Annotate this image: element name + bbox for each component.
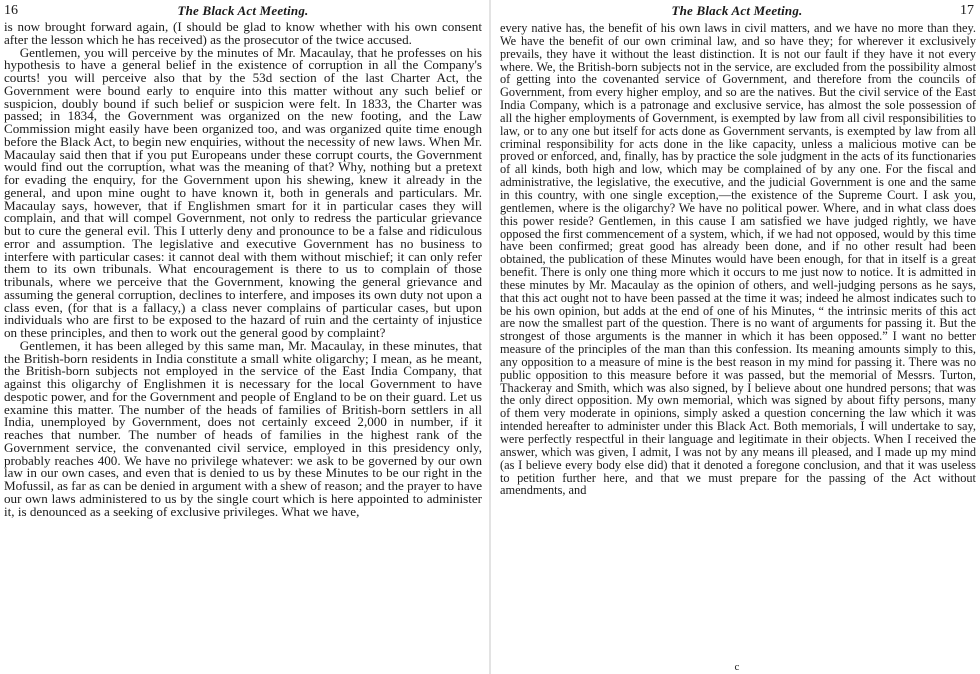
- running-head-right: [498, 3, 976, 21]
- page-number-right: 17: [960, 3, 974, 18]
- paragraph: Gentlemen, it has been alleged by this same man, Mr. Macaulay, in these minutes, that the British-born residents in India constitute a small white oligarchy; I mean, as he meant, the British-born subjects not employed in the service of the East India Company, that against this oligarchy of Englishmen it is necessary for the local Government to have despotic power, and for the Government and people of England to be on their guard. Let us examine this matter. The number of the heads of families of British-born settlers in all India, unemployed by Government, does not certainly exceed 2,000 in number, if it reaches that number. The number of heads of families in the highest rank of the Government service, the convenanted civil service, employed in this presidency only, probably reaches 400. We have no privilege whatever: we ask to be governed by our own law in our own cases, and even that is denied to us by these Minutes to be our right in the Mofussil, as far as can be denied in argument with a shew of reason; and the prayer to have our own laws administered to us by the single court which is here appointed to administer it, is denounced as a seeking of exclusive privileges. What we have,: [4, 337, 482, 519]
- gutter-divider: [489, 0, 491, 674]
- left-page-text: [4, 21, 482, 518]
- left-page: [0, 0, 486, 674]
- signature-mark: c: [734, 661, 740, 673]
- page-number-left: 16: [4, 3, 18, 18]
- running-title-left: The Black Act Meeting.: [177, 3, 309, 18]
- paragraph: every native has, the benefit of his own laws in civil matters, and we have no more than they. We have the benefit of our own criminal law, and so have they; for wherever it exclusively prevails, they have it without the least distinction. It is not our fault if they have it not every where. We, the British-born subjects not in the service, are excluded from the possibility almost of getting into the covenanted service of Government, and therefore from the councils of Government, from every higher employ, and so are the natives. But the civil service of the East India Company, which is a patronage and exclusive service, has almost the sole possession of all the higher employments of Government, is exempted by law from all civil responsibilities to law, or to any one but itself for acts done as Government servants, is exempted by law from all criminal responsibility for acts done in the like capacity, unless a malicious motive can be proved or enforced, and, finally, has by practice the sole judgment in the acts of its functionaries of all kinds, both high and low, which may be complained of by any one. For the fiscal and administrative, the legislative, the executive, and the judicial Government is one and the same in this country, with one single exception,—the existence of the Supreme Court. I ask you, gentlemen, where is the oligarchy? We have no political power. Where, and in what class does this power reside? Gentlemen, in this cause I am satisfied we have judged rightly, we have opposed the first commencement of a system, which, if we had not opposed, would by this time have been confirmed; great good has already been done, and if no other result had been obtained, the publication of these Minutes would have been enough, for that in itself is a great benefit. There is only one thing more which it occurs to me just now to notice. It is admitted in these minutes by Mr. Macaulay as the opinion of others, and well-judging persons as he says, that this act ought not to have been passed at the time it was; indeed he almost indicates such to be his own opinion, but adds at the end of one of his Minutes, “ the intrinsic merits of this act are now the smallest part of the question. There is no want of arguments for passing it. But the strongest of those arguments is the manner in which it has been opposed.” I want no better measure of the principles of the man than this confession. Its meaning amounts simply to this, any opposition to a measure of mine is the best reason in my mind for passing it. There was no public opposition to this measure before it was passed, but the memorial of Messrs. Turton, Thackeray and Smith, which was also signed, by I believe about one hundred persons; that was the only direct opposition. My own memorial, which was signed by about fifty persons, many of them very moderate in opinions, simply asked a question concerning the law which it was intended hereafter to administer under this Black Act. Both memorials, I will undertake to say, were perfectly respectful in their language and legitimate in their objects. When I received the answer, which was given, I admit, I was not by any means ill pleased, and I made up my mind (as I believe every body else did) that it denoted a foregone conclusion, and that it was useless to petition further here, and that we must prepare for the passing of the Act without amendments, and: [500, 21, 976, 498]
- right-page-text: [500, 22, 976, 497]
- right-page: [494, 0, 980, 674]
- running-title-right: The Black Act Meeting.: [671, 3, 803, 18]
- paragraph: is now brought forward again, (I should be glad to know whether with his own consent after the lesson which he has received) as the prosecutor of the twice accused.: [4, 19, 482, 47]
- paragraph: Gentlemen, you will perceive by the minutes of Mr. Macaulay, that he professes on his hypothesis to have a general belief in the existence of corruption in all the Company's courts! you will perceive also that by the 53d section of the last Charter Act, the Government were bound early to enquire into this matter without any such belief or suspicion, doubly bound if such belief or suspicion were felt. In 1833, the Charter was passed; in 1834, the Government was organized on the new footing, and the Law Commission might easily have been organized too, and was organized quite time enough before the Black Act, to begin new enquiries, without the necessity of new laws. When Mr. Macaulay said then that if you put Europeans under these corrupt courts, the Government would find out the corruption, what was the meaning of that? Why, nothing but a pretext for evading the enquiry, for the Government upon his shewing, knew it already in the general, and upon mine ought to have known it, both in generals and particulars. Mr. Macaulay says, however, that if Englishmen smart for it in particular cases they will complain, and that will compel Government, not only to redress the particular grievance but to cure the general evil. This I utterly deny and pronounce to be a false and ridiculous error and assumption. The legislative and executive Government has no business to interfere with particular cases: it cannot deal with them without mischief; it can only refer them to its own tribunals. What encouragement is there to us to complain of those tribunals, where we perceive that the Government, knowing the general grievance and assuming the general corruption, declines to interfere, and imposes its own duty not upon a class even, (for that is a fallacy,) a class never complains of particular cases, but upon individuals who are first to be exposed to the hazard of ruin and the certainty of injustice on these principles, and then to work out the general good by complaint?: [4, 44, 482, 340]
